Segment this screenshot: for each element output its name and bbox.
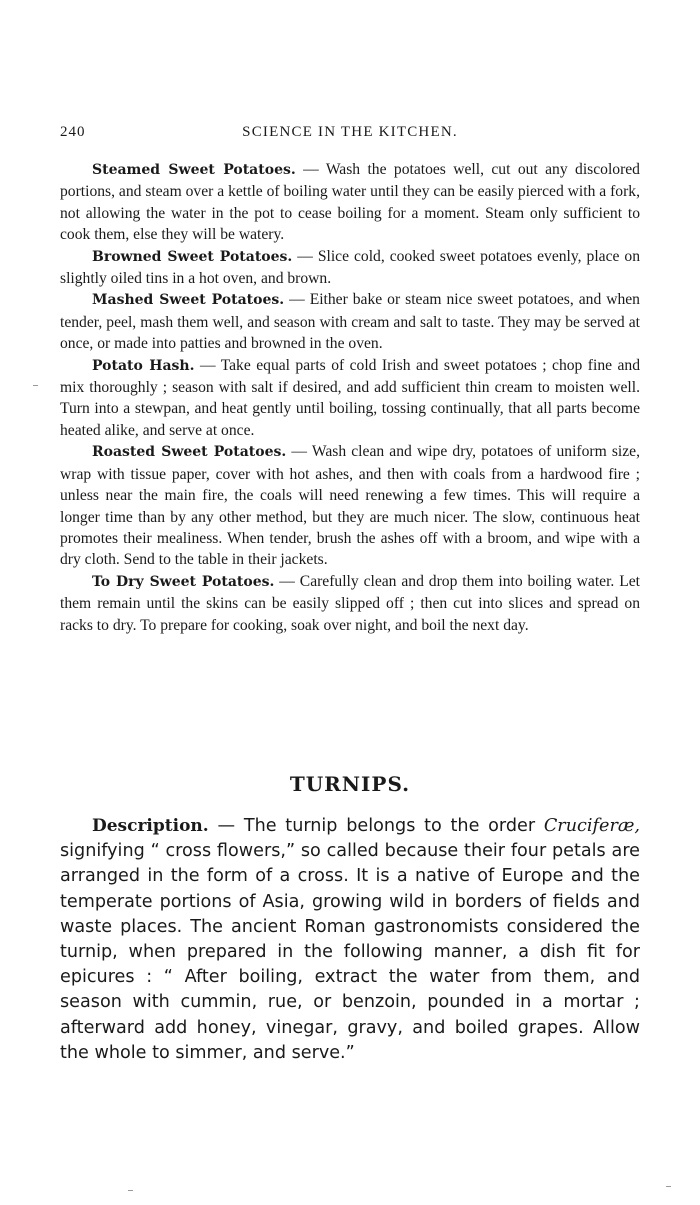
description-title: Description. [92, 816, 209, 836]
recipe-title: Mashed Sweet Potatoes. [92, 292, 285, 309]
recipe-paragraph [60, 159, 640, 246]
recipe-list [60, 159, 640, 636]
recipe-paragraph [60, 441, 640, 570]
recipe-text: — Either bake or steam nice sweet potatoes, and when tender, peel, mash them well, and season with cream and salt to taste. They may be served at once, or made into patties and browned in the oven. [60, 291, 640, 353]
recipe-paragraph [60, 246, 640, 290]
recipe-text: — Wash the potatoes well, cut out any discolored portions, and steam over a kettle of boiling water until they can be easily pierced with a fork, not allowing the water in the pot to cease boiling for a moment. Steam only sufficient to cook them, else they will be watery. [60, 161, 640, 244]
margin-mark [666, 1186, 671, 1187]
recipe-text: — Carefully clean and drop them into boiling water. Let them remain until the skins can be easily slipped off ; then cut into slices and spread on racks to dry. To prepare for cooking, soak over night, and boil the next day. [60, 572, 640, 634]
page-number: 240 [60, 124, 86, 140]
description-paragraph [60, 814, 640, 1066]
recipe-text: — Slice cold, cooked sweet potatoes evenly, place on slightly oiled tins in a hot oven, and brown. [60, 247, 640, 288]
description-text-pre: — The turnip belongs to the order [208, 816, 544, 836]
recipe-title: Potato Hash. [92, 357, 195, 374]
margin-mark [128, 1190, 133, 1191]
recipe-paragraph [60, 355, 640, 442]
recipe-title: To Dry Sweet Potatoes. [92, 573, 275, 590]
margin-mark [33, 385, 38, 386]
latin-term: Cruciferæ, [543, 816, 640, 836]
running-head: SCIENCE IN THE KITCHEN. [242, 124, 458, 140]
page-header [60, 124, 640, 146]
recipe-title: Steamed Sweet Potatoes. [92, 162, 296, 178]
recipe-title: Browned Sweet Potatoes. [92, 248, 293, 265]
recipe-paragraph [60, 571, 640, 636]
recipe-paragraph [60, 289, 640, 354]
recipe-title: Roasted Sweet Potatoes. [92, 444, 287, 461]
section-heading: TURNIPS. [289, 772, 411, 796]
description-text-post: signifying “ cross flowers,” so called because their four petals are arranged in the form of a cross. It is a native of Europe and the temperate portions of Asia, growing wild in borders of fields and waste places. The ancient Roman gastronomists considered the turnip, when prepared in the following manner, a dish fit for epicures : “ After boiling, extract the water from them, and season with cummin, rue, or benzoin, pounded in a mortar ; afterward add honey, vinegar, gravy, and boiled grapes. Allow the whole to simmer, and serve.” [60, 841, 640, 1063]
recipe-text: — Wash clean and wipe dry, potatoes of uniform size, wrap with tissue paper, cover with hot ashes, and then with coals from a hardwood fire ; unless near the main fire, the coals will need renewing a few times. This will require a longer time than by any other method, but they are much nicer. The slow, continuous heat promotes their mealiness. When tender, brush the ashes off with a broom, and wipe with a dry cloth. Send to the table in their jackets. [60, 443, 640, 569]
recipe-text: — Take equal parts of cold Irish and sweet potatoes ; chop fine and mix thoroughly ; season with salt if desired, and add sufficient thin cream to moisten well. Turn into a stewpan, and heat gently until boiling, tossing continually, that all parts become heated alike, and serve at once. [60, 356, 640, 439]
